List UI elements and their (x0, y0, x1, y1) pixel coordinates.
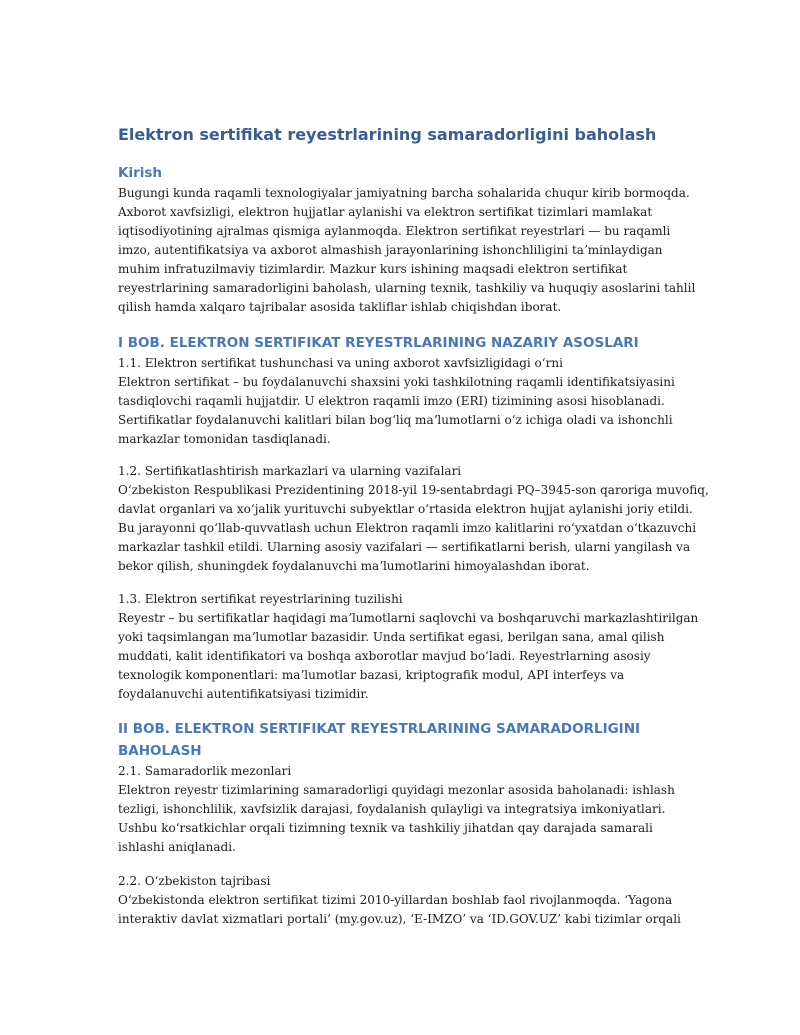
chapter-2 (118, 718, 690, 857)
text-line: Elektron reyestr tizimlarining samaradorligi quyidagi mezonlar asosida baholanadi: ishlash (118, 783, 675, 797)
intro-heading: Kirish (118, 165, 163, 181)
text-line: tezligi, ishonchlilik, xavfsizlik darajasi, foydalanish qulayligi va integratsiya imkoniyatlari. (118, 802, 666, 816)
section-1-3-block (118, 590, 699, 704)
section-title: 1.2. Sertifikatlashtirish markazlari va ularning vazifalari (118, 464, 462, 478)
text-line: Oʻzbekiston Respublikasi Prezidentining 2018-yil 19-sentabrdagi PQ–3945-son qaroriga muvofiq, (118, 483, 709, 497)
text-line: qilish hamda xalqaro tajribalar asosida takliflar ishlab chiqishdan iborat. (118, 300, 562, 314)
section-2-1 (118, 762, 690, 857)
text-line: Bu jarayonni qoʻllab-quvvatlash uchun Elektron raqamli imzo kalitlarini roʻyxatdan oʻtkazuvchi (118, 521, 697, 535)
section-title: 1.1. Elektron sertifikat tushunchasi va uning axborot xavfsizligidagi oʻrni (118, 356, 563, 370)
text-line: ishlashi aniqlanadi. (118, 840, 236, 854)
text-line: Sertifikatlar foydalanuvchi kalitlari bilan bogʻliq maʼlumotlarni oʻz ichiga oladi va ishonchli (118, 413, 673, 427)
section-1-1 (118, 354, 690, 449)
text-line: yoki taqsimlangan maʼlumotlar bazasidir. Unda sertifikat egasi, berilgan sana, amal qilish (118, 630, 665, 644)
text-line: muhim infratuzilmaviy tizimlardir. Mazkur kurs ishining maqsadi elektron sertifikat (118, 262, 628, 276)
section-title: 2.2. Oʻzbekiston tajribasi (118, 874, 271, 888)
section-1-3 (118, 590, 699, 704)
text-line: Reyestr – bu sertifikatlar haqidagi maʼlumotlarni saqlovchi va boshqaruvchi markazlashtirilgan (118, 611, 699, 625)
text-line: bekor qilish, shuningdek foydalanuvchi maʼlumotlarini himoyalashdan iborat. (118, 559, 590, 573)
text-line: Ushbu koʻrsatkichlar orqali tizimning texnik va tashkiliy jihatdan qay darajada samarali (118, 821, 653, 835)
text-line: markazlar tomonidan tasdiqlanadi. (118, 432, 331, 446)
text-line: Elektron sertifikat – bu foydalanuvchi shaxsini yoki tashkilotning raqamli identifikatsiyasini (118, 375, 675, 389)
section-2-2-block (118, 872, 690, 929)
intro-paragraph (118, 184, 696, 317)
section-title: 2.1. Samaradorlik mezonlari (118, 764, 292, 778)
text-line: interaktiv davlat xizmatlari portali’ (my.gov.uz), ‘E-IMZO’ va ‘ID.GOV.UZ’ kabi tizimlar orqali (118, 912, 681, 926)
chapter-1-heading: I BOB. ELEKTRON SERTIFIKAT REYESTRLARINING NAZARIY ASOSLARI (118, 335, 639, 351)
section-1-2-block (118, 462, 709, 576)
text-line: Oʻzbekistonda elektron sertifikat tizimi 2010-yillardan boshlab faol rivojlanmoqda. ‘Yagona (118, 893, 673, 907)
text-line: muddati, kalit identifikatori va boshqa axborotlar mavjud boʻladi. Reyestrlarning asosiy (118, 649, 651, 663)
text-line: texnologik komponentlari: maʼlumotlar bazasi, kriptografik modul, API interfeys va (118, 668, 625, 682)
section-title: 1.3. Elektron sertifikat reyestrlarining tuzilishi (118, 592, 403, 606)
intro-section (118, 162, 696, 317)
section-1-2 (118, 462, 709, 576)
text-line: reyestrlarining samaradorligini baholash, ularning texnik, tashkiliy va huquqiy asoslarini tahlil (118, 281, 696, 295)
document-title: Elektron sertifikat reyestrlarining samaradorligini baholash (118, 125, 657, 144)
chapter-1 (118, 332, 690, 449)
section-2-2 (118, 872, 690, 929)
text-line: iqtisodiyotining ajralmas qismiga aylanmoqda. Elektron sertifikat reyestrlari — bu raqamli (118, 224, 671, 238)
text-line: markazlar tashkil etildi. Ularning asosiy vazifalari — sertifikatlarni berish, ularni yangilash va (118, 540, 691, 554)
text-line: foydalanuvchi autentifikatsiyasi tizimidir. (118, 687, 369, 701)
heading-line: II BOB. ELEKTRON SERTIFIKAT REYESTRLARINING SAMARADORLIGINI (118, 721, 641, 737)
text-line: Bugungi kunda raqamli texnologiyalar jamiyatning barcha sohalarida chuqur kirib bormoqda. (118, 186, 690, 200)
text-line: davlat organlari va xoʻjalik yurituvchi subyektlar oʻrtasida elektron hujjat aylanishi joriy etildi. (118, 502, 693, 516)
heading-line: BAHOLASH (118, 743, 202, 759)
text-line: Axborot xavfsizligi, elektron hujjatlar aylanishi va elektron sertifikat tizimlari mamlakat (118, 205, 653, 219)
chapter-2-heading (118, 718, 690, 762)
text-line: tasdiqlovchi raqamli hujjatdir. U elektron raqamli imzo (ERI) tizimining asosi hisoblanadi. (118, 394, 665, 408)
text-line: imzo, autentifikatsiya va axborot almashish jarayonlarining ishonchliligini taʼminlaydigan (118, 243, 663, 257)
